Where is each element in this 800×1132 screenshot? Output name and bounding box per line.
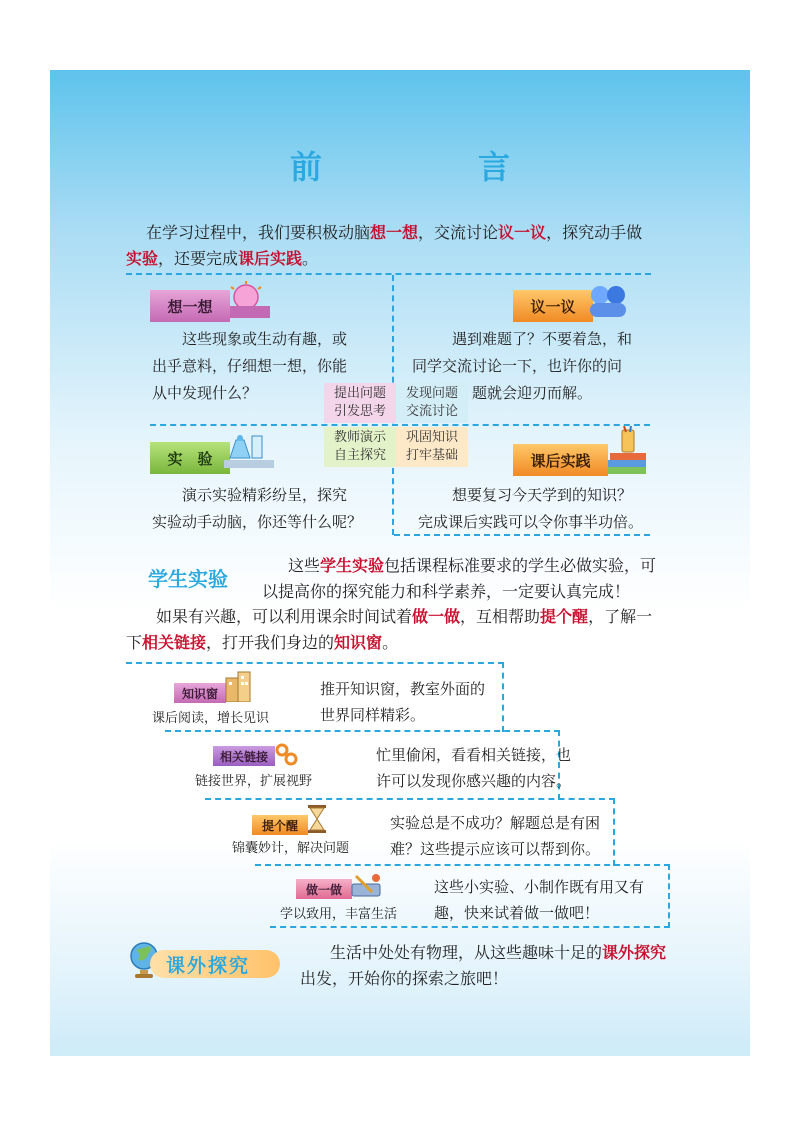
student-exp-text: 以提高你的探究能力和科学素养，一定要认真完成！ (262, 582, 631, 601)
tools-icon (350, 872, 384, 904)
outside-highlight: 课外探究 (602, 943, 667, 962)
interest-text: ，打开我们身边的 (206, 633, 335, 652)
related-links-label: 相关链接 (213, 746, 275, 766)
student-exp-text: 包括课程标准要求的学生必做实验，可 (384, 556, 657, 575)
intro-highlight-experiment: 实验 (126, 249, 159, 268)
interest-text: 下 (126, 633, 143, 652)
intro-text: ，还要完成 (158, 249, 239, 268)
lightbulb-icon (228, 281, 264, 325)
experiment-line: 实验动手动脑，你还等什么呢？ (152, 513, 363, 531)
outside-text: 生活中处处有物理，从这些趣味十足的 (330, 943, 603, 962)
interest-highlight-do: 做一做 (412, 607, 461, 626)
interest-text: ，了解一 (588, 607, 653, 626)
experiment-line: 演示实验精彩纷呈，探究 (182, 486, 348, 504)
interest-paragraph (126, 604, 686, 656)
step-line-text: 世界同样精彩。 (320, 706, 426, 724)
step-line-text: 实验总是不成功？解题总是有困 (390, 814, 601, 832)
knowledge-window-text (320, 676, 485, 728)
step-line (613, 798, 615, 866)
reminder-label: 提个醒 (252, 815, 308, 835)
practice-line: 想要复习今天学到的知识？ (452, 486, 633, 504)
intro-text: 。 (302, 249, 319, 268)
reminder-sub: 锦囊妙计，解决问题 (232, 841, 350, 856)
step-line (668, 864, 670, 928)
think-label: 想一想 (150, 290, 230, 322)
interest-text: 如果有兴趣，可以利用课余时间试着 (156, 607, 413, 626)
step-line-text: 这些小实验、小制作既有用又有 (434, 878, 645, 896)
discuss-label: 议一议 (513, 290, 593, 322)
step-line-text: 难？这些提示应该可以帮到你。 (390, 840, 601, 858)
discuss-line: 同学交流讨论一下，也许你的问 (412, 357, 623, 375)
step-line (255, 864, 670, 866)
think-line: 出乎意料，仔细想一想，你能 (152, 357, 348, 375)
practice-text (412, 482, 662, 536)
try-it-label: 做一做 (296, 879, 352, 899)
step-line-text: 趣，快来试着做一做吧！ (434, 904, 600, 922)
center-tag-line: 教师演示 (333, 430, 386, 445)
center-tag-experiment (324, 427, 396, 467)
center-tag-line: 引发思考 (333, 404, 386, 419)
intro-highlight-think: 想一想 (370, 223, 419, 242)
center-tag-line: 提出问题 (333, 386, 386, 401)
interest-highlight-link: 相关链接 (142, 633, 207, 652)
center-tag-line: 发现问题 (405, 386, 458, 401)
intro-highlight-discuss: 议一议 (498, 223, 547, 242)
interest-highlight-tip: 提个醒 (540, 607, 589, 626)
center-tag-practice (396, 427, 468, 467)
experiment-text (152, 482, 392, 536)
step-line-text: 推开知识窗，教室外面的 (320, 680, 486, 698)
beaker-icon (222, 430, 278, 474)
interest-highlight-window: 知识窗 (334, 633, 383, 652)
reminder-text (390, 810, 600, 862)
try-it-text (434, 874, 644, 926)
grid-line-top (126, 273, 651, 275)
page-title: 前 言 (289, 148, 572, 186)
interest-text: 。 (382, 633, 399, 652)
interest-text: ，互相帮助 (460, 607, 541, 626)
center-tag-discuss (396, 383, 468, 423)
building-icon (224, 670, 254, 706)
step-line (126, 662, 504, 664)
student-exp-text: 这些 (288, 556, 321, 575)
center-tag-line: 自主探究 (333, 448, 386, 463)
related-links-text (376, 742, 571, 794)
think-line: 从中发现什么？ (152, 384, 258, 402)
center-tag-line: 交流讨论 (405, 404, 458, 419)
outside-text: 出发，开始你的探索之旅吧！ (300, 969, 509, 988)
think-label-tail (230, 306, 270, 318)
discuss-line: 题就会迎刃而解。 (472, 384, 593, 402)
student-exp-paragraph (262, 553, 682, 605)
outside-heading: 课外探究 (166, 955, 251, 977)
step-line-text: 忙里偷闲，看看相关链接，也 (376, 746, 572, 764)
knowledge-window-sub: 课后阅读，增长见识 (152, 711, 270, 726)
step-line (165, 730, 560, 732)
center-tag-think (324, 383, 396, 423)
intro-text: ，探究动手做 (546, 223, 643, 242)
try-it-sub: 学以致用，丰富生活 (280, 907, 398, 922)
discuss-people-icon (587, 283, 629, 323)
intro-text: 在学习过程中，我们要积极动脑 (146, 223, 371, 242)
intro-text: ，交流讨论 (418, 223, 499, 242)
step-line-text: 许可以发现你感兴趣的内容。 (376, 772, 572, 790)
books-pencil-icon (604, 426, 650, 480)
intro-paragraph (126, 220, 686, 272)
step-line (502, 662, 504, 732)
chain-icon (274, 742, 300, 772)
think-line: 这些现象或生动有趣，或 (182, 330, 348, 348)
student-exp-heading: 学生实验 (148, 567, 228, 591)
step-line (205, 798, 615, 800)
step-line (270, 926, 670, 928)
student-exp-highlight: 学生实验 (320, 556, 385, 575)
center-tag-line: 打牢基础 (405, 448, 458, 463)
outside-paragraph (300, 940, 690, 992)
practice-line: 完成课后实践可以令你事半功倍。 (418, 513, 644, 531)
discuss-line: 遇到难题了？不要着急，和 (452, 330, 633, 348)
experiment-label: 实 验 (150, 442, 230, 474)
intro-highlight-practice: 课后实践 (238, 249, 303, 268)
practice-label: 课后实践 (513, 444, 608, 476)
center-tag-line: 巩固知识 (405, 430, 458, 445)
grid-line-middle (150, 424, 650, 426)
hourglass-icon (306, 804, 328, 838)
knowledge-window-label: 知识窗 (174, 683, 226, 703)
related-links-sub: 链接世界，扩展视野 (195, 774, 313, 789)
